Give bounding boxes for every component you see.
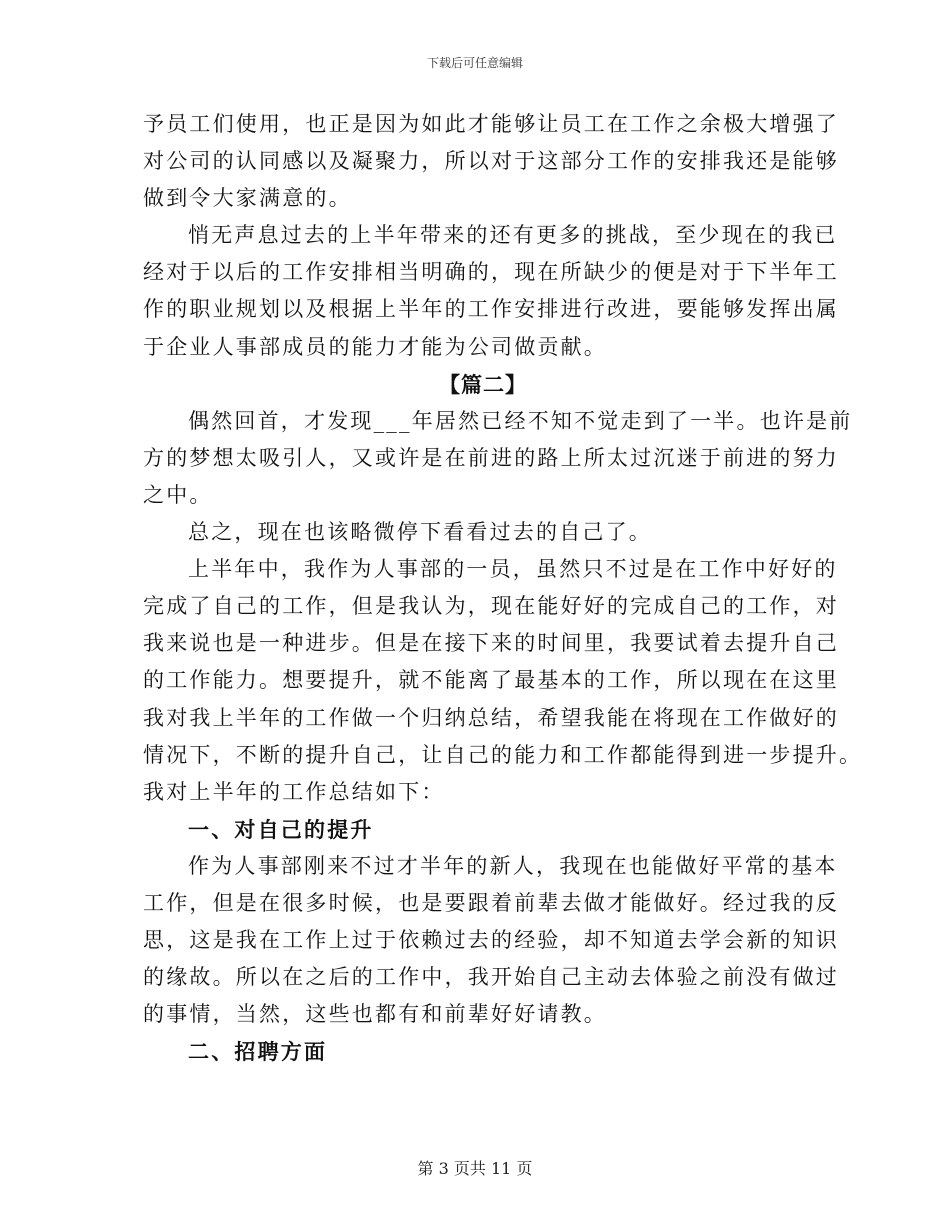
body-line: 之中。	[143, 482, 213, 507]
body-line: 我对上半年的工作总结如下：	[143, 779, 445, 804]
body-line: 方的梦想太吸引人，又或许是在前进的路上所太过沉迷于前进的努力	[143, 445, 839, 470]
body-line: 对公司的认同感以及凝聚力，所以对于这部分工作的安排我还是能够	[143, 149, 839, 174]
body-line: 的缘故。所以在之后的工作中，我开始自己主动去体验之前没有做过	[143, 965, 839, 990]
body-line: 我来说也是一种进步。但是在接下来的时间里，我要试着去提升自己	[143, 631, 839, 656]
body-line: 作的职业规划以及根据上半年的工作安排进行改进，要能够发挥出属	[143, 297, 839, 322]
body-line: 工作，但是在很多时候，也是要跟着前辈去做才能做好。经过我的反	[143, 890, 839, 915]
body-line: 做到令大家满意的。	[143, 186, 352, 211]
body-line: 思，这是我在工作上过于依赖过去的经验，却不知道去学会新的知识	[143, 928, 839, 953]
body-line: 的事情，当然，这些也都有和前辈好好请教。	[143, 1002, 607, 1027]
body-line: 经对于以后的工作安排相当明确的，现在所缺少的便是对于下半年工	[143, 260, 839, 285]
section-title: 【篇二】	[439, 371, 527, 397]
page-footer: 第 3 页共 11 页	[417, 1159, 533, 1178]
body-line: 总之，现在也该略微停下看看过去的自己了。	[188, 520, 652, 545]
body-line: 悄无声息过去的上半年带来的还有更多的挑战，至少现在的我已	[188, 223, 838, 248]
body-line: 完成了自己的工作，但是我认为，现在能好好的完成自己的工作，对	[143, 594, 839, 619]
body-line: 我对我上半年的工作做一个归纳总结，希望我能在将现在工作做好的	[143, 705, 839, 730]
document-body	[143, 106, 863, 1070]
page-header: 下载后可任意编辑	[426, 56, 523, 70]
subheading: 一、对自己的提升	[188, 816, 374, 842]
body-line: 情况下，不断的提升自己，让自己的能力和工作都能得到进一步提升。	[143, 742, 863, 767]
subheading: 二、招聘方面	[188, 1039, 328, 1065]
body-line: 于企业人事部成员的能力才能为公司做贡献。	[143, 334, 607, 359]
body-line: 的工作能力。想要提升，就不能离了最基本的工作，所以现在在这里	[143, 668, 839, 693]
body-line: 予员工们使用，也正是因为如此才能够让员工在工作之余极大增强了	[143, 112, 839, 136]
body-line: 偶然回首，才发现___年居然已经不知不觉走到了一半。也许是前	[188, 408, 853, 433]
body-line: 上半年中，我作为人事部的一员，虽然只不过是在工作中好好的	[188, 557, 838, 582]
body-line: 作为人事部刚来不过才半年的新人，我现在也能做好平常的基本	[188, 853, 838, 878]
